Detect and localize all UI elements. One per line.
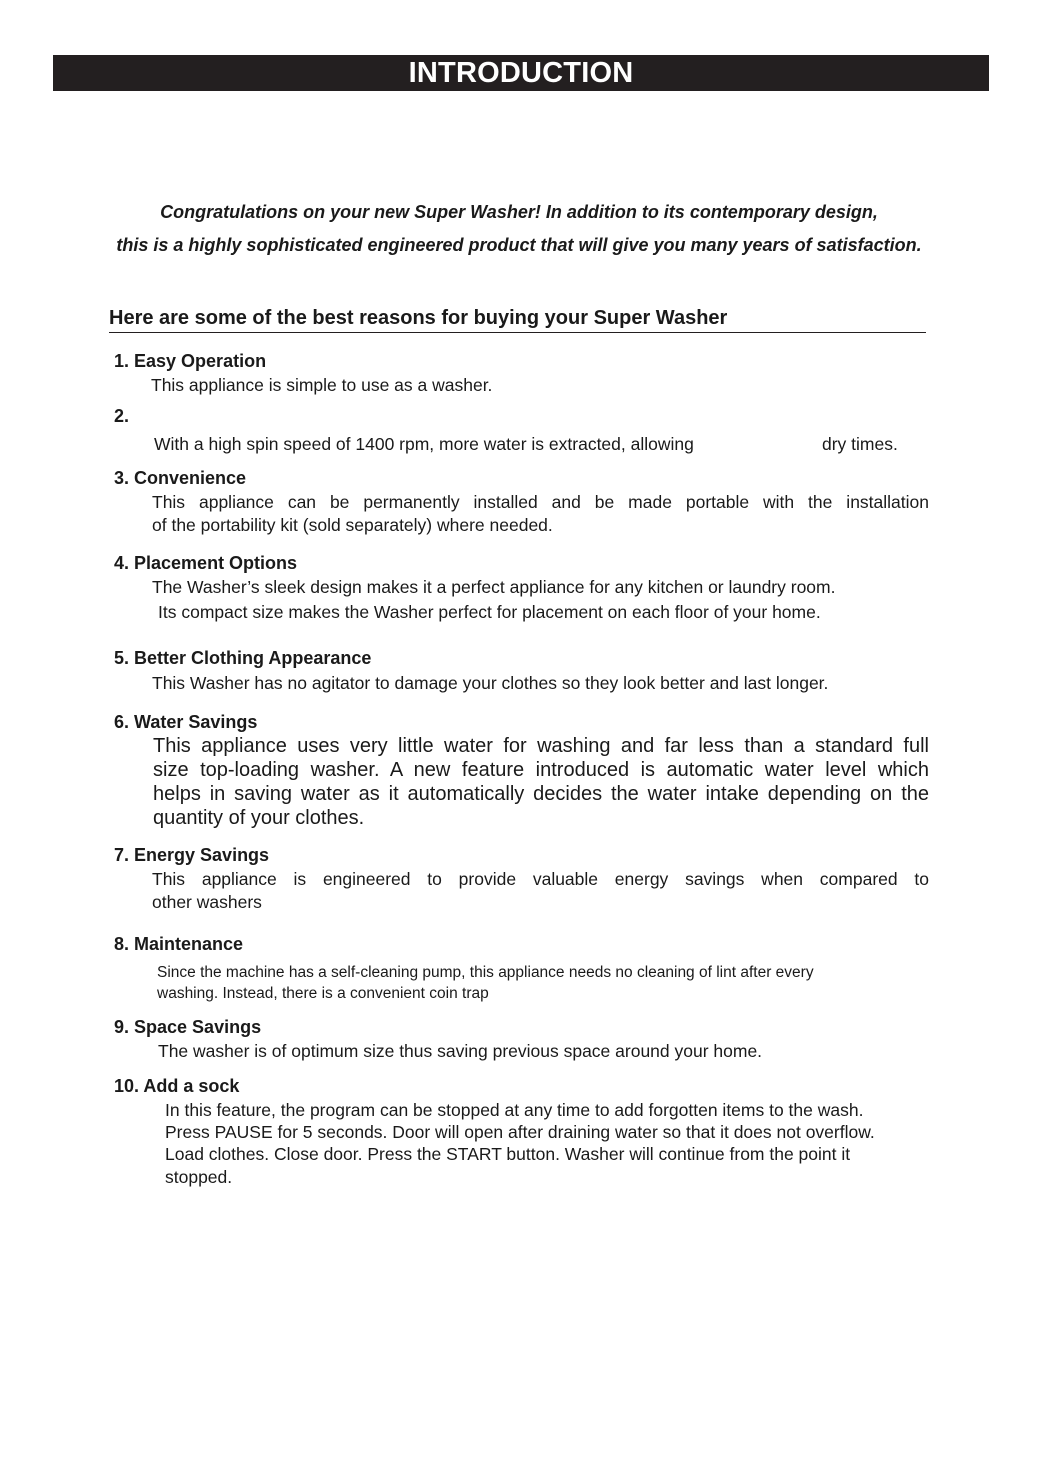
item-9-title: 9. Space Savings	[114, 1017, 262, 1037]
item-7-line-2: other washers	[152, 892, 262, 912]
item-7-title: 7. Energy Savings	[114, 845, 270, 865]
item-2-text-b: dry times.	[822, 434, 898, 454]
item-7-line-1: This appliance is engineered to provide valuable energy savings when compared to	[152, 869, 929, 889]
page-title: INTRODUCTION	[408, 56, 634, 89]
item-10-title: 10. Add a sock	[114, 1076, 240, 1096]
item-9-line-1: The washer is of optimum size thus saving previous space around your home.	[158, 1041, 763, 1061]
item-6-title: 6. Water Savings	[114, 712, 258, 732]
item-4-line-1: The Washer’s sleek design makes it a perfect appliance for any kitchen or laundry room.	[152, 577, 836, 597]
intro-line-1: Congratulations on your new Super Washer! In addition to its contemporary design,	[160, 202, 878, 222]
item-2-text-a: With a high spin speed of 1400 rpm, more water is extracted, allowing	[154, 434, 694, 454]
item-10-line-1: In this feature, the program can be stopped at any time to add forgotten items to the wash.	[165, 1100, 864, 1120]
item-8-line-2: washing. Instead, there is a convenient coin trap	[157, 985, 489, 1002]
item-3-line-2: of the portability kit (sold separately) where needed.	[152, 515, 553, 535]
item-1-line-1: This appliance is simple to use as a washer.	[151, 375, 493, 395]
intro-line-2: this is a highly sophisticated engineered product that will give you many years of satisfaction.	[116, 235, 922, 255]
item-10-line-4: stopped.	[165, 1167, 233, 1187]
item-6-line-1: This appliance uses very little water for washing and far less than a standard full	[153, 735, 929, 757]
item-4-title: 4. Placement Options	[114, 553, 298, 573]
item-5-title: 5. Better Clothing Appearance	[114, 648, 372, 668]
item-6-line-4: quantity of your clothes.	[153, 807, 365, 829]
item-3-title: 3. Convenience	[114, 468, 247, 488]
item-10-line-3: Load clothes. Close door. Press the START button. Washer will continue from the point it	[165, 1144, 851, 1164]
item-5-line-1: This Washer has no agitator to damage your clothes so they look better and last longer.	[152, 673, 829, 693]
item-10-line-2: Press PAUSE for 5 seconds. Door will open after draining water so that it does not overflow.	[165, 1122, 875, 1142]
item-8-line-1: Since the machine has a self-cleaning pump, this appliance needs no cleaning of lint after every	[157, 964, 814, 981]
item-2-title: 2.	[114, 406, 130, 426]
item-3-line-1: This appliance can be permanently installed and be made portable with the installation	[152, 492, 929, 512]
item-4-line-2: Its compact size makes the Washer perfect for placement on each floor of your home.	[158, 602, 821, 622]
item-6-line-2: size top-loading washer. A new feature introduced is automatic water level which	[153, 759, 929, 781]
item-1-title: 1. Easy Operation	[114, 351, 267, 371]
item-6-line-3: helps in saving water as it automatically decides the water intake depending on the	[153, 783, 929, 805]
item-8-title: 8. Maintenance	[114, 934, 244, 954]
reasons-heading: Here are some of the best reasons for buying your Super Washer	[109, 307, 926, 333]
title-bar	[53, 55, 989, 91]
